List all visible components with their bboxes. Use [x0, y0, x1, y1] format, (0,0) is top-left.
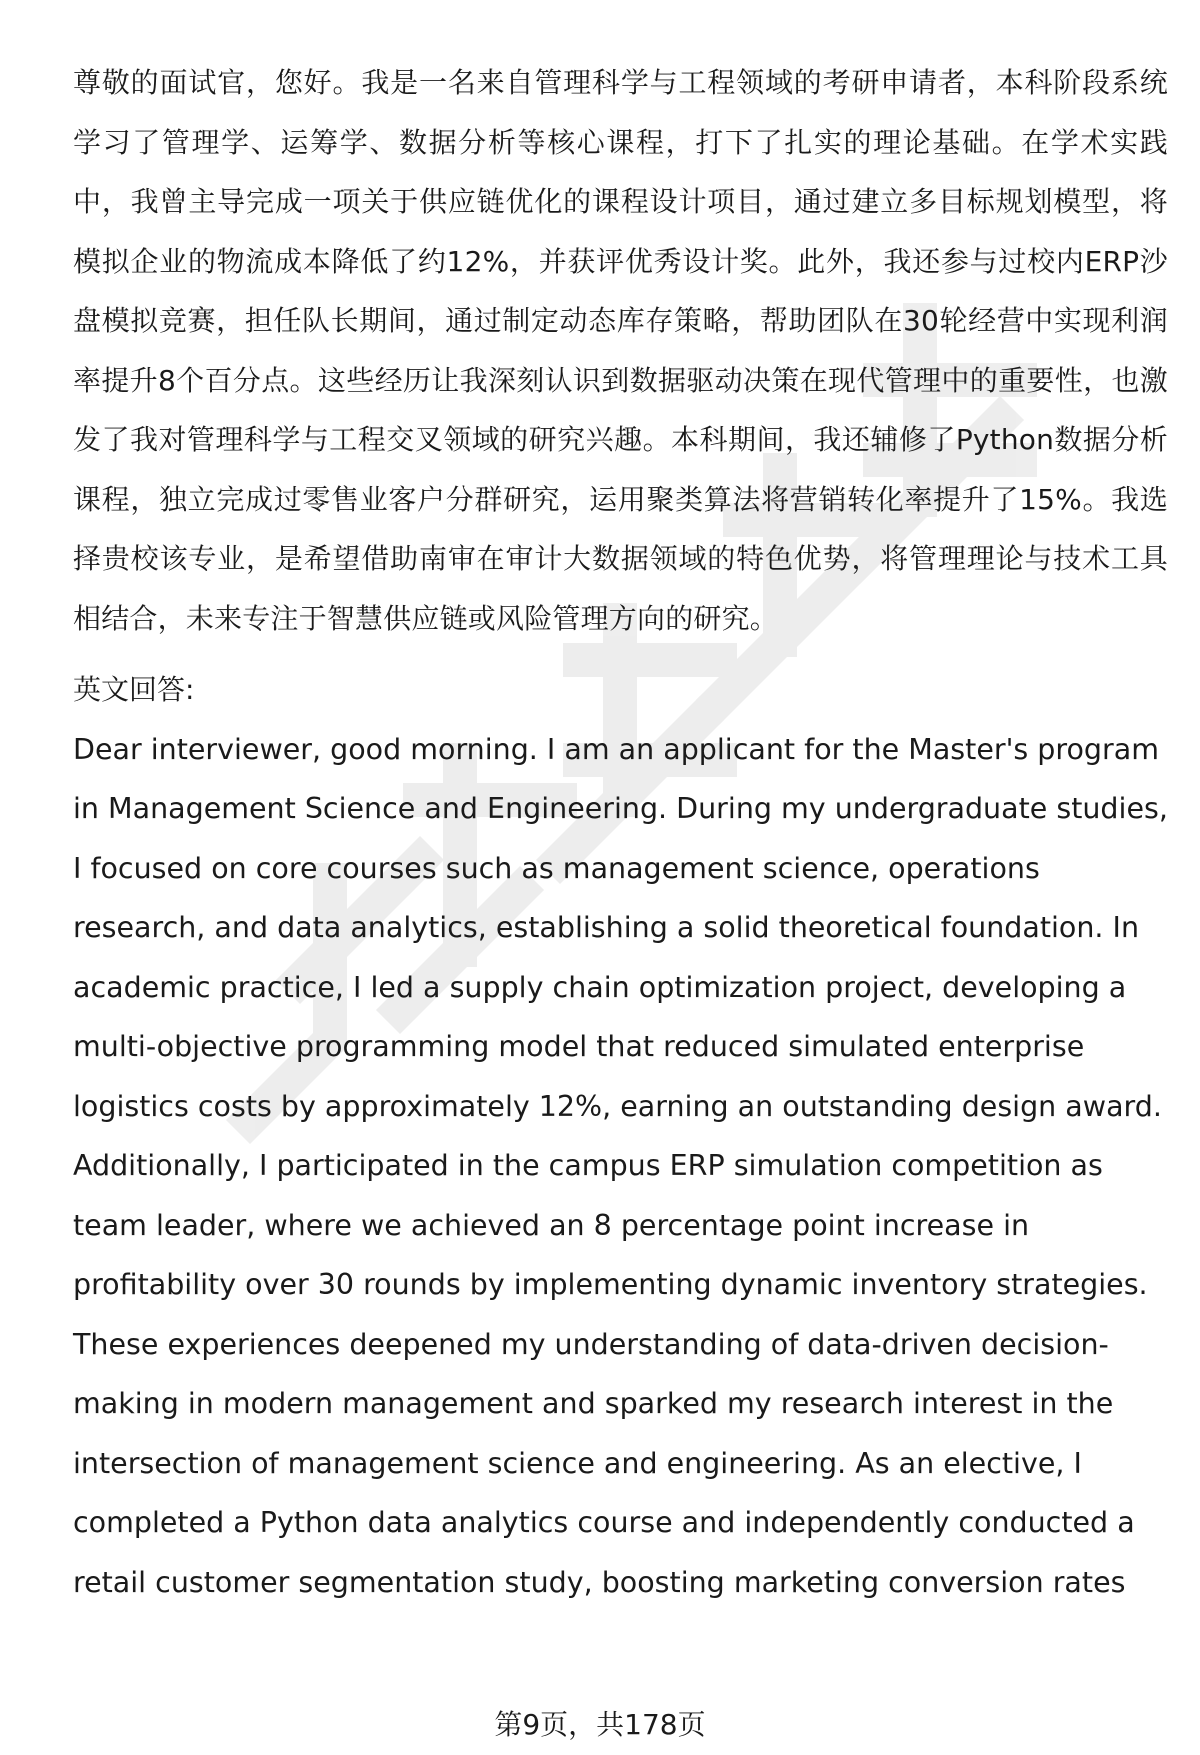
english-answer-paragraph: Dear interviewer, good morning. I am an applicant for the Master's program in Management Science and Engineering. During my undergraduate studies, I focused on core courses such as management science, operations research, and data analytics, establishing a solid theoretical foundation. In academic practice, I led a supply chain optimization project, developing a multi-objective programming model that reduced simulated enterprise logistics costs by approximately 12%, earning an outstanding design award. Additionally, I participated in the campus ERP simulation competition as team leader, where we achieved an 8 percentage point increase in profitability over 30 rounds by implementing dynamic inventory strategies. These experiences deepened my understanding of data-driven decision-making in modern management and sparked my research interest in the intersection of management science and engineering. As an elective, I completed a Python data analytics course and independently conducted a retail customer segmentation study, boosting marketing conversion rates — [73, 732, 1168, 1599]
chinese-answer-paragraph: 尊敬的面试官，您好。我是一名来自管理科学与工程领域的考研申请者，本科阶段系统学习了管理学、运筹学、数据分析等核心课程，打下了扎实的理论基础。在学术实践中，我曾主导完成一项关于供应链优化的课程设计项目，通过建立多目标规划模型，将模拟企业的物流成本降低了约12%，并获评优秀设计奖。此外，我还参与过校内ERP沙盘模拟竞赛，担任队长期间，通过制定动态库存策略，帮助团队在30轮经营中实现利润率提升8个百分点。这些经历让我深刻认识到数据驱动决策在现代管理中的重要性，也激发了我对管理科学与工程交叉领域的研究兴趣。本科期间，我还辅修了Python数据分析课程，独立完成过零售业客户分群研究，运用聚类算法将营销转化率提升了15%。我选择贵校该专业，是希望借助南审在审计大数据领域的特色优势，将管理理论与技术工具相结合，未来专注于智慧供应链或风险管理方向的研究。 — [73, 66, 1168, 635]
document-body — [73, 53, 1168, 1612]
english-answer-label: 英文回答: — [73, 673, 195, 706]
page-number-footer: 第9页，共178页 — [494, 1708, 706, 1741]
